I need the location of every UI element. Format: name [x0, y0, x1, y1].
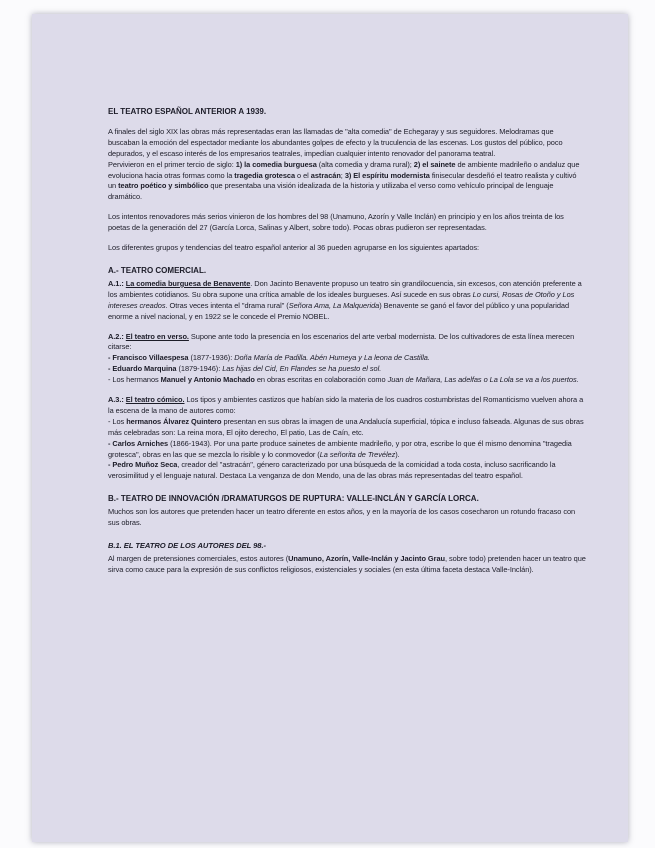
works-list: Juan de Mañara, Las adelfas o La Lola se va a los puertos.: [387, 375, 579, 385]
text: (alta comedia y drama rural);: [316, 159, 414, 169]
text: en obras escritas en colaboración como: [254, 375, 388, 385]
section-b1-paragraph: [108, 554, 586, 576]
text: - Los: [108, 416, 127, 426]
document-content: [108, 107, 586, 576]
text: , sobre todo) pretenden hacer un teatro que sirva como cauce para la expresión de sus conflictos religiosos, existenciales y sociales (en esta última faceta destaca Valle-Inclán).: [108, 553, 586, 574]
item-number: A.2.:: [108, 331, 126, 341]
text: ;: [340, 170, 345, 180]
text: o el: [295, 170, 311, 180]
works-list: Doña María de Padilla. Abén Humeya y La leona de Castilla.: [234, 353, 430, 363]
text: , creador del "astracán", género caracterizado por una búsqueda de la comicidad a toda costa, incluso sacrificando la verosimilitud y el lenguaje natural. Destaca La venganza de don Mendo, una de las obras más representadas del teatro español.: [108, 460, 556, 481]
section-a1-paragraph: [108, 279, 586, 323]
item-number: A.1.:: [108, 278, 126, 288]
section-a-heading: A.- TEATRO COMERCIAL.: [108, 265, 207, 275]
section-b-paragraph: Muchos son los autores que pretenden hacer un teatro diferente en estos años, y en la mayoría de los casos cosecharon un rotundo fracaso con sus obras.: [108, 507, 576, 528]
bold-term: tragedia grotesca: [234, 170, 296, 180]
intro-paragraph-4: Los diferentes grupos y tendencias del teatro español anterior al 36 pueden agruparse en los siguientes apartados:: [108, 243, 480, 253]
text: que presentaba una visión idealizada de la historia y utilizaba el verso como vehículo principal de lenguaje dramático.: [108, 181, 554, 202]
section-a3-list-item: [108, 439, 586, 461]
document-title: EL TEATRO ESPAÑOL ANTERIOR A 1939.: [108, 107, 267, 116]
text: de ambiente madrileño o andaluz que evoluciona hacia otras formas como la: [108, 159, 580, 180]
intro-paragraph-1: A finales del siglo XIX las obras más representadas eran las llamadas de "alta comedia" de Echegaray y sus seguidores. Melodramas que buscaban la emoción del espectador mediante los abundantes golpes de efecto y la truculencia de las escenas. Los gustos del público, poco depurados, y el escaso interés de los empresarios teatrales, impedían cualquier intento renovador del panorama teatral.: [108, 126, 563, 158]
text: Los tipos y ambientes castizos que habían sido la materia de los cuadros costumbristas del Romanticismo vuelven ahora a la escena de la mano de autores como:: [108, 395, 584, 415]
document-page: [32, 14, 628, 842]
section-a3-list-item: [108, 460, 586, 482]
item-label: La comedia burguesa de Benavente: [125, 278, 251, 288]
intro-paragraph-3: Los intentos renovadores más serios vinieron de los hombres del 98 (Unamuno, Azorín y Valle Inclán) en principio y en los años treinta de los poetas de la generación del 27 (García Lorca, Salinas y Albert, sobre todo). Pocas obras pudieron ser representadas.: [108, 212, 564, 233]
item-label: El teatro en verso.: [125, 331, 189, 341]
section-a2-list-item: [108, 375, 586, 386]
text: Al margen de pretensiones comerciales, estos autores (: [108, 553, 289, 563]
text: (1866-1943). Por una parte produce sainetes de ambiente madrileño, y por otra, escribe lo que él mismo denomina "tragedia grotesca", obras en las que se mezcla lo risible y lo conmovedor (: [108, 438, 572, 459]
item-number: A.3.:: [108, 395, 126, 405]
text: Pervivieron en el primer tercio de siglo:: [108, 159, 236, 169]
bold-term: 1) la comedia burguesa: [235, 159, 317, 169]
works-list: Las hijas del Cid, En Flandes se ha puesto el sol.: [222, 364, 382, 374]
text: presentan en sus obras la imagen de una Andalucía superficial, tópica e incluso falseada. Algunas de sus obras más celebradas son: La reina mora, El ojito derecho, El patio, Las de Caín, etc.: [108, 416, 584, 437]
section-a2-list-item: [108, 353, 586, 364]
author-name: - Pedro Muñoz Seca: [108, 460, 178, 470]
author-name: - Eduardo Marquina: [108, 364, 177, 374]
section-a3-list-item: [108, 417, 586, 439]
text: Supone ante todo la presencia en los escenarios del arte verbal modernista. De los cultivadores de esta línea merecen citarse:: [108, 331, 575, 352]
author-names: Unamuno, Azorín, Valle-Inclán y Jacinto Grau: [288, 553, 445, 563]
section-a2-list-item: [108, 364, 586, 375]
text: . Don Jacinto Benavente propuso un teatro sin grandilocuencia, sin excesos, con atención preferente a los ambientes cotidianos. Su obra supone una crítica amable de los ideales burgueses. Así sucede en sus obras: [108, 278, 582, 299]
bold-term: 3) El espíritu modernista: [344, 170, 430, 180]
section-b-heading: B.- TEATRO DE INNOVACIÓN /DRAMATURGOS DE RUPTURA: VALLE-INCLÁN Y GARCÍA LORCA.: [108, 494, 479, 504]
bold-term: 2) el sainete: [413, 159, 456, 169]
text: - Los hermanos: [108, 375, 161, 385]
italic-text: La señorita de Trevélez: [319, 449, 396, 459]
text: ).: [395, 449, 400, 459]
text: . Otras veces intenta el "drama rural" (: [165, 300, 289, 310]
text: (1877-1936):: [188, 353, 235, 363]
text: finisecular desdeñó el teatro realista y cultivó un: [108, 170, 577, 191]
text: (1879-1946):: [176, 364, 223, 374]
section-b1-heading: B.1. EL TEATRO DE LOS AUTORES DEL 98.-: [108, 541, 267, 550]
italic-text: Lo cursi, Rosas de Otoño y Los intereses creados: [108, 289, 575, 310]
author-name: Manuel y Antonio Machado: [160, 375, 255, 385]
item-label: El teatro cómico.: [125, 395, 185, 405]
intro-paragraph-2: [108, 160, 586, 204]
author-name: hermanos Álvarez Quintero: [126, 416, 222, 426]
text: ) Benavente se ganó el favor del público y una popularidad enorme a nivel nacional, y en 1922 se le concede el Premio NOBEL.: [108, 300, 570, 321]
author-name: - Carlos Arniches: [108, 438, 169, 448]
bold-term: astracán: [310, 170, 341, 180]
author-name: - Francisco Villaespesa: [108, 353, 189, 363]
bold-term: teatro poético y simbólico: [118, 181, 209, 191]
section-a3-paragraph: [108, 395, 586, 417]
italic-text: Señora Ama, La Malquerida: [288, 300, 380, 310]
section-a2-paragraph: [108, 332, 586, 354]
